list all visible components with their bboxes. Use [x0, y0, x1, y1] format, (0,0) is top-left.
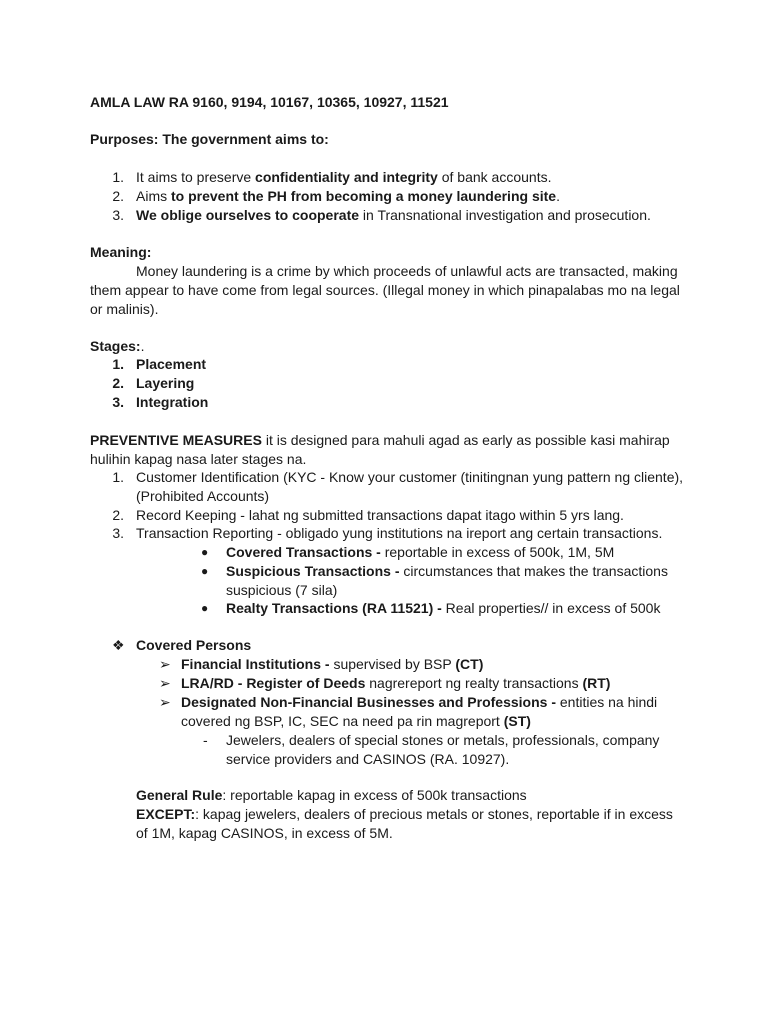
dash-bullet: -	[203, 732, 208, 748]
list-item: Customer Identification (KYC - Know your customer (tinitingnan yung pattern ng cliente),	[136, 469, 684, 485]
arrow-bullet-icon: ➢	[159, 694, 171, 710]
purposes-heading: Purposes: The government aims to:	[90, 131, 329, 147]
stage-item: Placement	[136, 356, 207, 372]
bullet-item: Covered Transactions - reportable in excess of 500k, 1M, 5M	[226, 544, 615, 560]
preventive-measures-intro: PREVENTIVE MEASURES it is designed para mahuli agad as early as possible kasi mahirap	[90, 432, 670, 448]
list-item-cont: (Prohibited Accounts)	[136, 488, 270, 504]
paragraph-line: Money laundering is a crime by which proceeds of unlawful acts are transacted, making	[136, 263, 678, 279]
paragraph-line: them appear to have come from legal sources. (Illegal money in which pinapalabas mo na legal	[90, 282, 680, 298]
bullet-item-cont: suspicious (7 sila)	[226, 582, 338, 598]
except-rule: EXCEPT:: kapag jewelers, dealers of precious metals or stones, reportable if in excess	[136, 806, 673, 822]
list-item: Aims to prevent the PH from becoming a money laundering site.	[136, 188, 560, 204]
list-number: 1.	[112, 356, 124, 372]
bullet-item: Realty Transactions (RA 11521) - Real properties// in excess of 500k	[226, 600, 661, 616]
arrow-bullet-icon: ➢	[159, 675, 171, 691]
covered-persons-heading: Covered Persons	[136, 637, 252, 653]
bullet-icon: ●	[201, 564, 209, 578]
list-number: 3.	[112, 525, 124, 541]
preventive-measures-intro-cont: hulihin kapag nasa later stages na.	[90, 451, 307, 467]
general-rule: General Rule: reportable kapag in excess of 500k transactions	[136, 787, 527, 803]
list-item: Transaction Reporting - obligado yung institutions na ireport ang certain transactions.	[136, 525, 663, 541]
list-number: 3.	[112, 394, 124, 410]
document-title: AMLA LAW RA 9160, 9194, 10167, 10365, 10927, 11521	[90, 94, 449, 110]
covered-person-item: Designated Non-Financial Businesses and Professions - entities na hindi	[181, 694, 658, 710]
covered-person-item: LRA/RD - Register of Deeds nagrereport ng realty transactions (RT)	[181, 675, 611, 691]
paragraph-line: or malinis).	[90, 301, 159, 317]
diamond-bullet-icon: ❖	[112, 637, 125, 653]
list-item: Record Keeping - lahat ng submitted transactions dapat itago within 5 yrs lang.	[136, 507, 624, 523]
arrow-bullet-icon: ➢	[159, 656, 171, 672]
sub-item-cont: service providers and CASINOS (RA. 10927).	[226, 751, 510, 767]
sub-item: Jewelers, dealers of special stones or metals, professionals, company	[226, 732, 660, 748]
bullet-item: Suspicious Transactions - circumstances that makes the transactions	[226, 563, 668, 579]
except-rule-cont: of 1M, kapag CASINOS, in excess of 5M.	[136, 825, 393, 841]
stages-heading: Stages:.	[90, 338, 145, 354]
stage-item: Integration	[136, 394, 209, 410]
stage-item: Layering	[136, 375, 195, 391]
list-number: 2.	[112, 188, 124, 204]
list-item: It aims to preserve confidentiality and integrity of bank accounts.	[136, 169, 552, 185]
covered-person-item: Financial Institutions - supervised by BSP (CT)	[181, 656, 484, 672]
meaning-heading: Meaning:	[90, 244, 152, 260]
covered-person-item-cont: covered ng BSP, IC, SEC na need pa rin magreport (ST)	[181, 713, 531, 729]
list-number: 2.	[112, 375, 124, 391]
list-number: 2.	[112, 507, 124, 523]
list-item: We oblige ourselves to cooperate in Transnational investigation and prosecution.	[136, 207, 651, 223]
bullet-icon: ●	[201, 545, 209, 559]
list-number: 3.	[112, 207, 124, 223]
list-number: 1.	[112, 469, 124, 485]
bullet-icon: ●	[201, 601, 209, 615]
list-number: 1.	[112, 169, 124, 185]
